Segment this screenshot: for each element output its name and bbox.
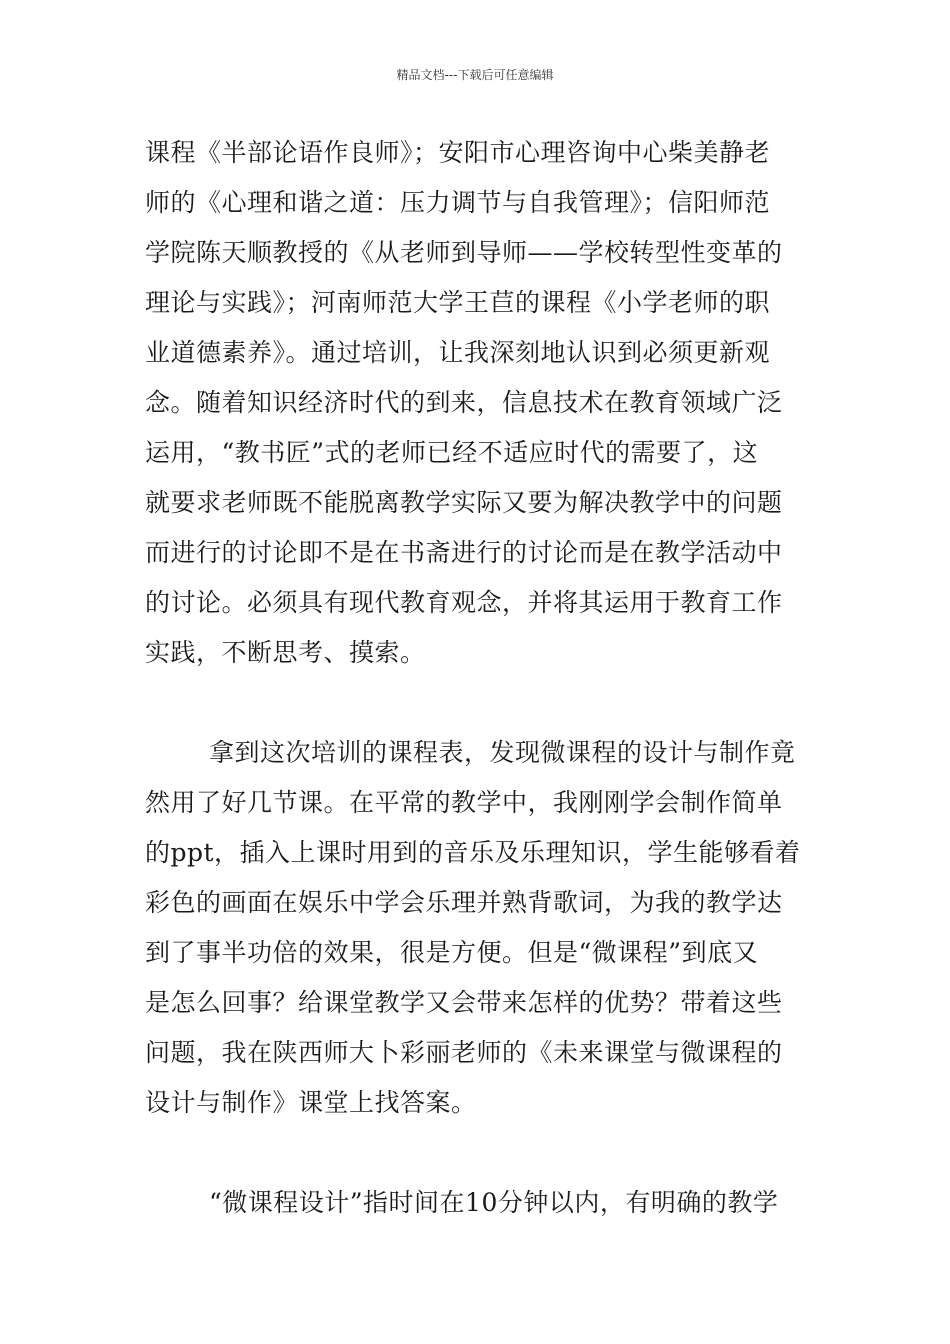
text-line: 学院陈天顺教授的《从老师到导师——学校转型性变革的 xyxy=(145,238,783,267)
text-line: 而进行的讨论即不是在书斋进行的讨论而是在教学活动中 xyxy=(145,538,783,567)
page-header: 精品文档---下载后可任意编辑 xyxy=(396,68,554,82)
text-line: 是怎么回事？给课堂教学又会带来怎样的优势？带着这些 xyxy=(145,988,783,1017)
text-line: 课程《半部论语作良师》；安阳市心理咨询中心柴美静老 xyxy=(145,138,771,167)
text-line: 设计与制作》课堂上找答案。 xyxy=(145,1088,477,1117)
text-line: 念。随着知识经济时代的到来，信息技术在教育领域广泛 xyxy=(145,388,783,417)
paragraph-2 xyxy=(145,728,807,1128)
text-line: 运用，“教书匠”式的老师已经不适应时代的需要了，这 xyxy=(145,438,759,467)
text-line: 到了事半功倍的效果，很是方便。但是“微课程”到底又 xyxy=(145,938,759,967)
text-line: 理论与实践》；河南师范大学王苣的课程《小学老师的职 xyxy=(145,288,771,317)
paragraph-3 xyxy=(145,1178,807,1228)
paragraph-1 xyxy=(145,128,807,678)
text-line: 就要求老师既不能脱离教学实际又要为解决教学中的问题 xyxy=(145,488,783,517)
document-body xyxy=(145,128,807,1228)
text-line: 师的《心理和谐之道：压力调节与自我管理》；信阳师范 xyxy=(145,188,771,217)
text-line: 的ppt，插入上课时用到的音乐及乐理知识，学生能够看着 xyxy=(145,838,801,867)
text-line: 然用了好几节课。在平常的教学中，我刚刚学会制作简单 xyxy=(145,788,783,817)
text-line: 彩色的画面在娱乐中学会乐理并熟背歌词，为我的教学达 xyxy=(145,888,783,917)
paragraph-gap xyxy=(145,678,807,728)
text-line: 的讨论。必须具有现代教育观念，并将其运用于教育工作 xyxy=(145,588,783,617)
text-line: 实践，不断思考、摸索。 xyxy=(145,638,426,667)
text-line: 业道德素养》。通过培训，让我深刻地认识到必须更新观 xyxy=(145,338,771,367)
paragraph-gap xyxy=(145,1128,807,1178)
text-line: 问题，我在陕西师大卜彩丽老师的《未来课堂与微课程的 xyxy=(145,1038,783,1067)
text-line-indented: “微课程设计”指时间在10分钟以内，有明确的教学 xyxy=(209,1188,779,1217)
text-line-indented: 拿到这次培训的课程表，发现微课程的设计与制作竟 xyxy=(209,738,796,767)
